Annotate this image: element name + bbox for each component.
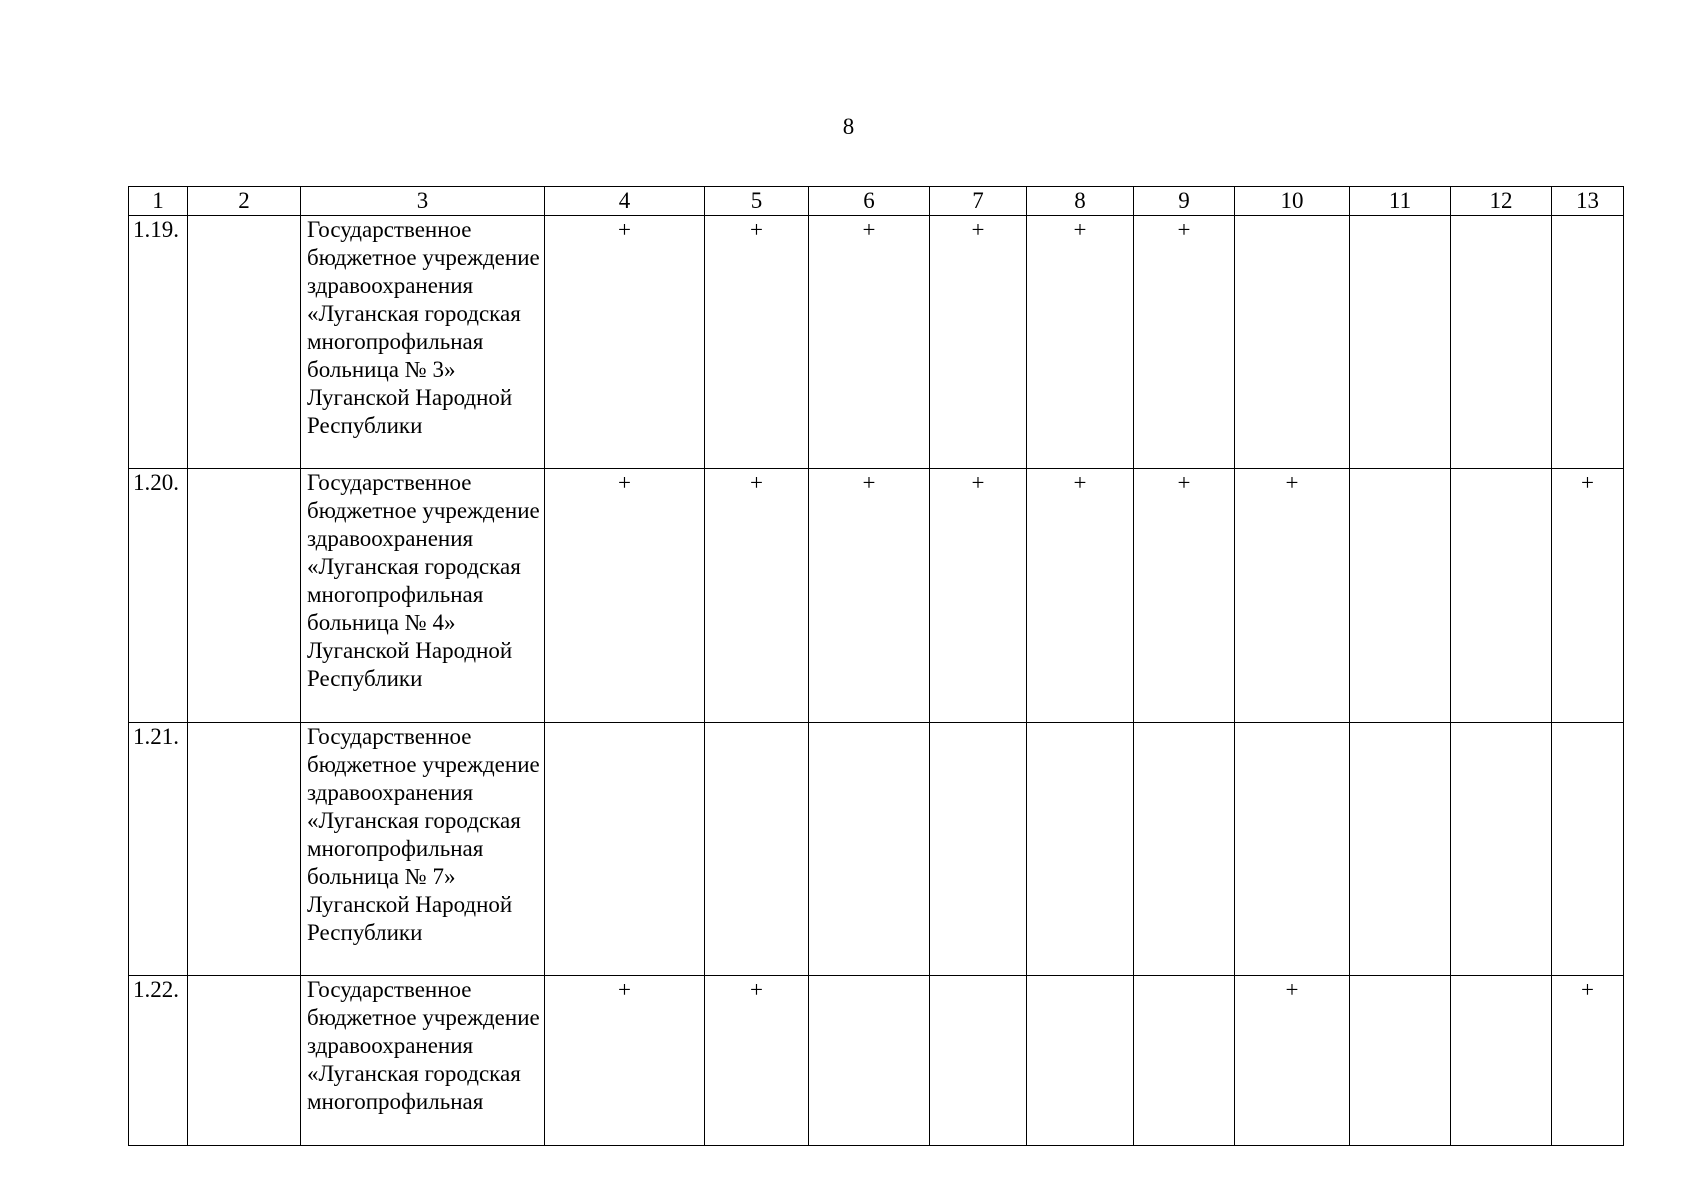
institution-name: Государственное бюджетное учреждение здравоохранения «Луганская городская многопрофильная больница № 7» Луганской Народной Республики <box>301 722 545 975</box>
mark-cell <box>1235 216 1350 469</box>
mark-cell: + <box>1134 216 1235 469</box>
column-header: 3 <box>301 187 545 216</box>
mark-cell: + <box>705 216 809 469</box>
column-header: 4 <box>545 187 705 216</box>
mark-cell <box>1451 976 1552 1146</box>
mark-cell: + <box>705 469 809 722</box>
row-col2 <box>188 976 301 1146</box>
row-col2 <box>188 722 301 975</box>
column-header: 9 <box>1134 187 1235 216</box>
column-header: 7 <box>930 187 1027 216</box>
mark-cell <box>809 722 930 975</box>
row-number: 1.21. <box>129 722 188 975</box>
mark-cell: + <box>545 469 705 722</box>
column-header: 12 <box>1451 187 1552 216</box>
row-col2 <box>188 469 301 722</box>
mark-cell <box>1350 216 1451 469</box>
institutions-table <box>128 186 1624 1146</box>
column-header: 1 <box>129 187 188 216</box>
mark-cell <box>1451 722 1552 975</box>
row-number: 1.20. <box>129 469 188 722</box>
table-row <box>129 216 1624 469</box>
mark-cell <box>1552 216 1624 469</box>
institution-name: Государственное бюджетное учреждение здравоохранения «Луганская городская многопрофильная <box>301 976 545 1146</box>
mark-cell <box>705 722 809 975</box>
mark-cell <box>1350 976 1451 1146</box>
column-header: 13 <box>1552 187 1624 216</box>
mark-cell <box>1350 469 1451 722</box>
column-header: 2 <box>188 187 301 216</box>
column-number-row <box>129 187 1624 216</box>
mark-cell: + <box>809 216 930 469</box>
mark-cell: + <box>545 216 705 469</box>
mark-cell <box>1451 216 1552 469</box>
mark-cell <box>1027 722 1134 975</box>
row-col2 <box>188 216 301 469</box>
mark-cell: + <box>1134 469 1235 722</box>
column-header: 11 <box>1350 187 1451 216</box>
institution-name: Государственное бюджетное учреждение здравоохранения «Луганская городская многопрофильная больница № 3» Луганской Народной Республики <box>301 216 545 469</box>
column-header: 10 <box>1235 187 1350 216</box>
mark-cell: + <box>1235 469 1350 722</box>
mark-cell <box>1027 976 1134 1146</box>
mark-cell: + <box>1027 469 1134 722</box>
mark-cell <box>930 976 1027 1146</box>
row-number: 1.22. <box>129 976 188 1146</box>
mark-cell <box>1350 722 1451 975</box>
mark-cell: + <box>809 469 930 722</box>
mark-cell: + <box>930 469 1027 722</box>
mark-cell <box>1552 722 1624 975</box>
mark-cell: + <box>1235 976 1350 1146</box>
mark-cell <box>1134 976 1235 1146</box>
mark-cell: + <box>1552 976 1624 1146</box>
mark-cell: + <box>1027 216 1134 469</box>
table-row <box>129 469 1624 722</box>
mark-cell: + <box>1552 469 1624 722</box>
row-number: 1.19. <box>129 216 188 469</box>
column-header: 8 <box>1027 187 1134 216</box>
column-header: 6 <box>809 187 930 216</box>
mark-cell <box>1451 469 1552 722</box>
mark-cell <box>1235 722 1350 975</box>
mark-cell: + <box>705 976 809 1146</box>
mark-cell <box>1134 722 1235 975</box>
table-row <box>129 976 1624 1146</box>
column-header: 5 <box>705 187 809 216</box>
mark-cell: + <box>545 976 705 1146</box>
table-row <box>129 722 1624 975</box>
page-number: 8 <box>842 114 855 139</box>
mark-cell <box>930 722 1027 975</box>
mark-cell: + <box>930 216 1027 469</box>
institution-name: Государственное бюджетное учреждение здравоохранения «Луганская городская многопрофильная больница № 4» Луганской Народной Республики <box>301 469 545 722</box>
mark-cell <box>809 976 930 1146</box>
mark-cell <box>545 722 705 975</box>
